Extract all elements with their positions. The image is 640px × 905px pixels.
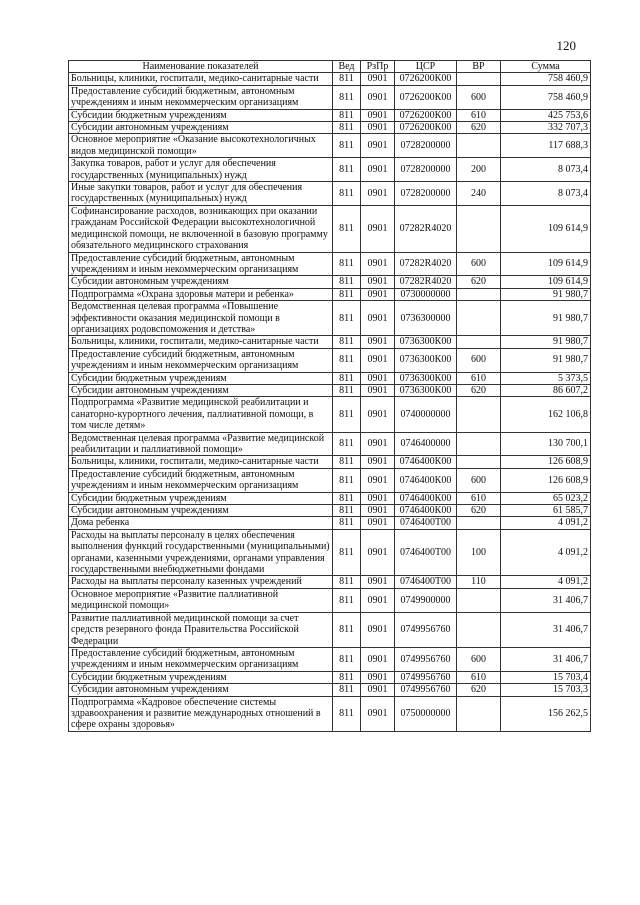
cell-csr: 0746400Т00: [395, 517, 457, 529]
cell-csr: 0728200000: [395, 134, 457, 158]
cell-rzpr: 0901: [361, 372, 395, 384]
cell-rzpr: 0901: [361, 647, 395, 671]
cell-csr: 07282R4020: [395, 252, 457, 276]
cell-ved: 811: [333, 85, 361, 109]
cell-csr: 0730000000: [395, 288, 457, 300]
cell-vr: [457, 397, 501, 432]
cell-csr: 0749956760: [395, 612, 457, 647]
cell-ved: 811: [333, 348, 361, 372]
cell-csr: 0736300К00: [395, 372, 457, 384]
cell-sum: 117 688,3: [501, 134, 591, 158]
cell-sum: 15 703,4: [501, 671, 591, 683]
table-row: [69, 384, 591, 396]
cell-rzpr: 0901: [361, 276, 395, 288]
cell-name: Субсидии автономным учреждениям: [69, 505, 333, 517]
cell-ved: 811: [333, 252, 361, 276]
cell-ved: 811: [333, 576, 361, 588]
column-header-csr: ЦСР: [395, 61, 457, 73]
cell-name: Подпрограмма «Охрана здоровья матери и ребенка»: [69, 288, 333, 300]
cell-csr: 0746400К00: [395, 505, 457, 517]
table-row: [69, 122, 591, 134]
cell-ved: 811: [333, 134, 361, 158]
column-header-name: Наименование показателей: [69, 61, 333, 73]
cell-ved: 811: [333, 397, 361, 432]
cell-ved: 811: [333, 182, 361, 206]
cell-csr: 0736300К00: [395, 384, 457, 396]
cell-csr: 0726200К00: [395, 122, 457, 134]
column-header-ved: Вед: [333, 61, 361, 73]
cell-name: Больницы, клиники, госпитали, медико-санитарные части: [69, 336, 333, 348]
cell-name: Субсидии автономным учреждениям: [69, 276, 333, 288]
cell-rzpr: 0901: [361, 505, 395, 517]
cell-name: Субсидии бюджетным учреждениям: [69, 671, 333, 683]
cell-rzpr: 0901: [361, 492, 395, 504]
cell-vr: [457, 456, 501, 468]
cell-ved: 811: [333, 336, 361, 348]
cell-sum: 91 980,7: [501, 288, 591, 300]
cell-rzpr: 0901: [361, 182, 395, 206]
table-row: [69, 432, 591, 456]
cell-ved: 811: [333, 492, 361, 504]
cell-rzpr: 0901: [361, 134, 395, 158]
cell-name: Ведомственная целевая программа «Повышение эффективности оказания медицинской помощи в организациях родовспоможения и детства»: [69, 301, 333, 336]
cell-sum: 4 091,2: [501, 576, 591, 588]
cell-csr: 0736300000: [395, 301, 457, 336]
cell-name: Иные закупки товаров, работ и услуг для обеспечения государственных (муниципальных) нужд: [69, 182, 333, 206]
cell-csr: 0726200К00: [395, 85, 457, 109]
cell-vr: 620: [457, 122, 501, 134]
cell-name: Предоставление субсидий бюджетным, автономным учреждениям и иным некоммерческим организациям: [69, 468, 333, 492]
cell-vr: 600: [457, 252, 501, 276]
table-row: [69, 671, 591, 683]
cell-csr: 0736300К00: [395, 348, 457, 372]
cell-rzpr: 0901: [361, 468, 395, 492]
table-row: [69, 252, 591, 276]
cell-sum: 31 406,7: [501, 588, 591, 612]
cell-sum: 61 585,7: [501, 505, 591, 517]
cell-ved: 811: [333, 468, 361, 492]
budget-table: [68, 60, 591, 732]
cell-ved: 811: [333, 588, 361, 612]
cell-rzpr: 0901: [361, 588, 395, 612]
cell-name: Предоставление субсидий бюджетным, автономным учреждениям и иным некоммерческим организациям: [69, 647, 333, 671]
cell-ved: 811: [333, 276, 361, 288]
cell-sum: 15 703,3: [501, 684, 591, 696]
cell-ved: 811: [333, 529, 361, 576]
cell-csr: 0746400000: [395, 432, 457, 456]
cell-sum: 109 614,9: [501, 276, 591, 288]
table-row: [69, 684, 591, 696]
cell-sum: 162 106,8: [501, 397, 591, 432]
cell-csr: 0728200000: [395, 158, 457, 182]
table-row: [69, 505, 591, 517]
cell-rzpr: 0901: [361, 205, 395, 252]
column-header-sum: Сумма: [501, 61, 591, 73]
cell-ved: 811: [333, 109, 361, 121]
cell-csr: 0746400Т00: [395, 576, 457, 588]
cell-ved: 811: [333, 301, 361, 336]
cell-sum: 31 406,7: [501, 612, 591, 647]
cell-sum: 8 073,4: [501, 182, 591, 206]
table-row: [69, 109, 591, 121]
cell-ved: 811: [333, 288, 361, 300]
table-row: [69, 588, 591, 612]
cell-ved: 811: [333, 696, 361, 731]
cell-vr: 620: [457, 505, 501, 517]
cell-name: Дома ребенка: [69, 517, 333, 529]
column-header-rzpr: РзПр: [361, 61, 395, 73]
cell-vr: [457, 612, 501, 647]
cell-vr: 600: [457, 647, 501, 671]
cell-sum: 5 373,5: [501, 372, 591, 384]
cell-ved: 811: [333, 372, 361, 384]
table-row: [69, 276, 591, 288]
cell-rzpr: 0901: [361, 85, 395, 109]
cell-sum: 332 707,3: [501, 122, 591, 134]
table-row: [69, 456, 591, 468]
cell-rzpr: 0901: [361, 109, 395, 121]
table-row: [69, 372, 591, 384]
cell-sum: 8 073,4: [501, 158, 591, 182]
table-row: [69, 696, 591, 731]
cell-vr: [457, 288, 501, 300]
table-row: [69, 73, 591, 85]
cell-vr: 110: [457, 576, 501, 588]
table-row: [69, 85, 591, 109]
cell-ved: 811: [333, 612, 361, 647]
cell-rzpr: 0901: [361, 432, 395, 456]
cell-rzpr: 0901: [361, 456, 395, 468]
cell-vr: [457, 134, 501, 158]
table-row: [69, 612, 591, 647]
cell-name: Подпрограмма «Развитие медицинской реабилитации и санаторно-курортного лечения, паллиативной помощи, в том числе детям»: [69, 397, 333, 432]
cell-vr: [457, 73, 501, 85]
cell-rzpr: 0901: [361, 122, 395, 134]
cell-vr: 610: [457, 671, 501, 683]
cell-sum: 86 607,2: [501, 384, 591, 396]
table-row: [69, 301, 591, 336]
cell-sum: 4 091,2: [501, 529, 591, 576]
table-header-row: [69, 61, 591, 73]
cell-vr: 600: [457, 468, 501, 492]
cell-csr: 07282R4020: [395, 205, 457, 252]
cell-ved: 811: [333, 122, 361, 134]
cell-name: Субсидии бюджетным учреждениям: [69, 492, 333, 504]
cell-sum: 91 980,7: [501, 348, 591, 372]
cell-name: Субсидии бюджетным учреждениям: [69, 109, 333, 121]
cell-ved: 811: [333, 384, 361, 396]
cell-rzpr: 0901: [361, 517, 395, 529]
cell-sum: 109 614,9: [501, 205, 591, 252]
cell-csr: 0746400К00: [395, 468, 457, 492]
cell-name: Закупка товаров, работ и услуг для обеспечения государственных (муниципальных) нужд: [69, 158, 333, 182]
cell-sum: 126 608,9: [501, 468, 591, 492]
cell-vr: 240: [457, 182, 501, 206]
cell-sum: 91 980,7: [501, 301, 591, 336]
cell-rzpr: 0901: [361, 576, 395, 588]
cell-vr: 610: [457, 492, 501, 504]
cell-name: Предоставление субсидий бюджетным, автономным учреждениям и иным некоммерческим организациям: [69, 85, 333, 109]
cell-ved: 811: [333, 205, 361, 252]
cell-csr: 0746400Т00: [395, 529, 457, 576]
table-body: [69, 73, 591, 731]
cell-ved: 811: [333, 647, 361, 671]
cell-ved: 811: [333, 684, 361, 696]
cell-sum: 4 091,2: [501, 517, 591, 529]
cell-ved: 811: [333, 73, 361, 85]
cell-vr: 600: [457, 85, 501, 109]
cell-vr: 610: [457, 109, 501, 121]
cell-ved: 811: [333, 432, 361, 456]
cell-csr: 0728200000: [395, 182, 457, 206]
cell-rzpr: 0901: [361, 529, 395, 576]
cell-name: Подпрограмма «Кадровое обеспечение системы здравоохранения и развитие международных отношений в сфере охраны здоровья»: [69, 696, 333, 731]
cell-sum: 126 608,9: [501, 456, 591, 468]
cell-sum: 156 262,5: [501, 696, 591, 731]
table-row: [69, 205, 591, 252]
cell-vr: [457, 696, 501, 731]
table-row: [69, 348, 591, 372]
table-row: [69, 492, 591, 504]
cell-csr: 0740000000: [395, 397, 457, 432]
cell-name: Ведомственная целевая программа «Развитие медицинской реабилитации и паллиативной помощи»: [69, 432, 333, 456]
cell-ved: 811: [333, 671, 361, 683]
table-row: [69, 288, 591, 300]
cell-vr: [457, 336, 501, 348]
cell-vr: 100: [457, 529, 501, 576]
cell-sum: 109 614,9: [501, 252, 591, 276]
cell-csr: 0746400К00: [395, 456, 457, 468]
cell-csr: 07282R4020: [395, 276, 457, 288]
column-header-vr: ВР: [457, 61, 501, 73]
cell-sum: 130 700,1: [501, 432, 591, 456]
cell-name: Софинансирование расходов, возникающих при оказании гражданам Российской Федерации высокотехнологичной медицинской помощи, не включенной в базовую программу обязательного медицинского страхования: [69, 205, 333, 252]
table-row: [69, 182, 591, 206]
cell-ved: 811: [333, 505, 361, 517]
cell-vr: [457, 205, 501, 252]
cell-rzpr: 0901: [361, 158, 395, 182]
cell-sum: 91 980,7: [501, 336, 591, 348]
cell-csr: 0749956760: [395, 684, 457, 696]
cell-rzpr: 0901: [361, 336, 395, 348]
cell-name: Субсидии автономным учреждениям: [69, 384, 333, 396]
cell-name: Предоставление субсидий бюджетным, автономным учреждениям и иным некоммерческим организациям: [69, 348, 333, 372]
cell-csr: 0749956760: [395, 671, 457, 683]
cell-name: Субсидии автономным учреждениям: [69, 122, 333, 134]
cell-rzpr: 0901: [361, 397, 395, 432]
cell-vr: [457, 432, 501, 456]
cell-rzpr: 0901: [361, 671, 395, 683]
cell-name: Больницы, клиники, госпитали, медико-санитарные части: [69, 456, 333, 468]
cell-sum: 31 406,7: [501, 647, 591, 671]
cell-name: Субсидии автономным учреждениям: [69, 684, 333, 696]
cell-rzpr: 0901: [361, 696, 395, 731]
cell-rzpr: 0901: [361, 73, 395, 85]
cell-vr: [457, 301, 501, 336]
cell-rzpr: 0901: [361, 301, 395, 336]
cell-rzpr: 0901: [361, 684, 395, 696]
cell-sum: 425 753,6: [501, 109, 591, 121]
cell-sum: 65 023,2: [501, 492, 591, 504]
cell-rzpr: 0901: [361, 252, 395, 276]
cell-vr: [457, 517, 501, 529]
table-row: [69, 576, 591, 588]
cell-vr: 610: [457, 372, 501, 384]
cell-ved: 811: [333, 456, 361, 468]
cell-ved: 811: [333, 517, 361, 529]
cell-csr: 0749900000: [395, 588, 457, 612]
cell-name: Расходы на выплаты персоналу в целях обеспечения выполнения функций государственными (муниципальными) органами, казенными учреждениями, органами управления государственными внебюджетными фондами: [69, 529, 333, 576]
cell-csr: 0746400К00: [395, 492, 457, 504]
table-row: [69, 397, 591, 432]
cell-rzpr: 0901: [361, 288, 395, 300]
cell-name: Субсидии бюджетным учреждениям: [69, 372, 333, 384]
table-row: [69, 336, 591, 348]
cell-sum: 758 460,9: [501, 73, 591, 85]
cell-vr: [457, 588, 501, 612]
cell-csr: 0736300К00: [395, 336, 457, 348]
cell-csr: 0726200К00: [395, 73, 457, 85]
cell-vr: 620: [457, 384, 501, 396]
table-row: [69, 158, 591, 182]
cell-name: Основное мероприятие «Оказание высокотехнологичных видов медицинской помощи»: [69, 134, 333, 158]
cell-rzpr: 0901: [361, 384, 395, 396]
cell-vr: 200: [457, 158, 501, 182]
cell-csr: 0750000000: [395, 696, 457, 731]
cell-rzpr: 0901: [361, 612, 395, 647]
cell-rzpr: 0901: [361, 348, 395, 372]
table-row: [69, 529, 591, 576]
cell-csr: 0749956760: [395, 647, 457, 671]
cell-name: Расходы на выплаты персоналу казенных учреждений: [69, 576, 333, 588]
cell-vr: 620: [457, 684, 501, 696]
table-row: [69, 647, 591, 671]
cell-name: Основное мероприятие «Развитие паллиативной медицинской помощи»: [69, 588, 333, 612]
cell-vr: 600: [457, 348, 501, 372]
table-row: [69, 468, 591, 492]
cell-name: Развитие паллиативной медицинской помощи за счет средств резервного фонда Правительства Российской Федерации: [69, 612, 333, 647]
cell-name: Предоставление субсидий бюджетным, автономным учреждениям и иным некоммерческим организациям: [69, 252, 333, 276]
table-row: [69, 517, 591, 529]
table-row: [69, 134, 591, 158]
cell-name: Больницы, клиники, госпитали, медико-санитарные части: [69, 73, 333, 85]
cell-ved: 811: [333, 158, 361, 182]
cell-csr: 0726200К00: [395, 109, 457, 121]
cell-vr: 620: [457, 276, 501, 288]
cell-sum: 758 460,9: [501, 85, 591, 109]
page-number: 120: [556, 38, 576, 53]
